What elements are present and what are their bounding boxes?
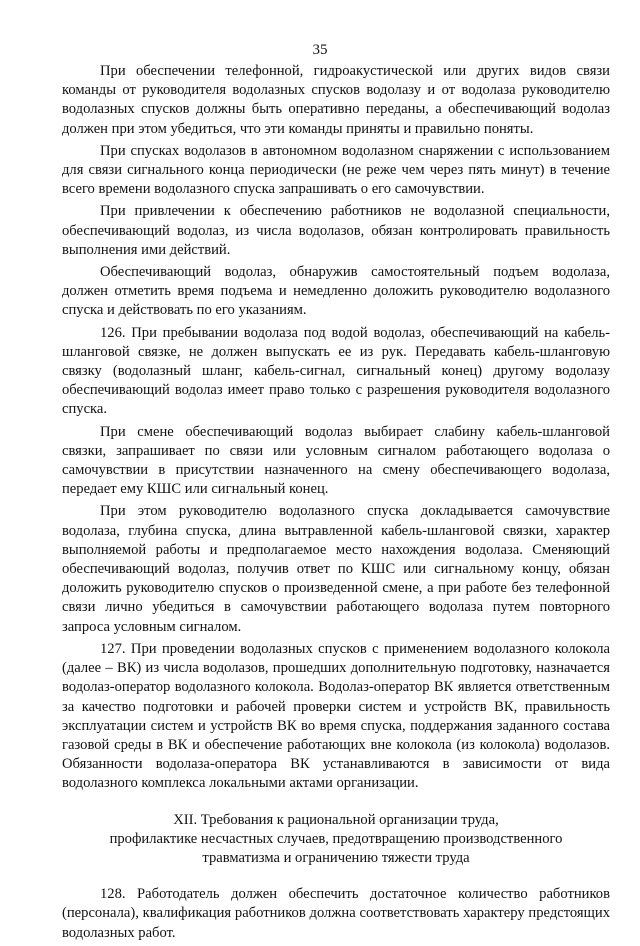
document-body [62, 62, 610, 946]
page-number: 35 [312, 42, 328, 58]
paragraph-128: 128. Работодатель должен обеспечить достаточное количество работников (персонала), квалификация работников должна соответствовать характеру предстоящих водолазных работ. [62, 886, 610, 941]
paragraph-communication-commands: При обеспечении телефонной, гидроакустической или других видов связи команды от руководителя водолазных спусков водолазу и от водолаза руководителю водолазных спусков должны быть оперативно переданы, а обеспечивающий водолаз должен при этом убедиться, что эти команды приняты и правильно поняты. [62, 63, 610, 137]
paragraph-non-diving-workers: При привлечении к обеспечению работников не водолазной специальности, обеспечивающий водолаз, из числа водолазов, обязан контролировать правильность выполнения ими действий. [62, 203, 610, 258]
paragraph-shift-report: При этом руководителю водолазного спуска докладывается самочувствие водолаза, глубина спуска, длина вытравленной кабель-шланговой связки, характер выполняемой работы и предполагаемое место нахождения водолаза. Сменяющий обеспечивающий водолаз, получив ответ по КШС или сигнальному концу, обязан доложить руководителю спусков о произведенной смене, а при работе без телефонной связи лично убедиться в самочувствии работающего водолаза путем повторного запроса условным сигналом. [62, 503, 610, 635]
section-title-line-1: XII. Требования к рациональной организации труда, [173, 811, 499, 828]
section-title-line-3: травматизма и ограничению тяжести труда [202, 849, 470, 866]
paragraph-autonomous-diving: При спусках водолазов в автономном водолазном снаряжении с использованием для связи сигнального конца периодически (не реже чем через пять минут) в течение всего времени водолазного спуска запрашивать о его самочувствии. [62, 142, 610, 198]
paragraph-shift-change: При смене обеспечивающий водолаз выбирает слабину кабель-шланговой связки, запрашивает по связи или условным сигналом работающего водолаза о самочувствии в присутствии назначенного на смену обеспечивающего водолаза, передает ему КШС или сигнальный конец. [62, 423, 610, 498]
paragraph-127: 127. При проведении водолазных спусков с применением водолазного колокола (далее – ВК) из числа водолазов, прошедших дополнительную подготовку, назначается водолаз-оператор водолазного колокола. Водолаз-оператор ВК является ответственным за качество подготовки и рабочей проверки систем и устройств ВК, правильность эксплуатации систем и устройств ВК во время спуска, поддержания заданного состава газовой среды в ВК и обеспечение работающих вне колокола (из колокола) водолазов. Обязанности водолаза-оператора ВК устанавливаются в зависимости от вида водолазного комплекса локальными актами организации. [62, 640, 610, 792]
section-title-line-2: профилактике несчастных случаев, предотвращению производственного [109, 830, 563, 847]
paragraph-independent-ascent: Обеспечивающий водолаз, обнаружив самостоятельный подъем водолаза, должен отметить время подъема и немедленно доложить руководителю водолазного спуска и действовать по его указаниям. [62, 264, 610, 319]
paragraph-126: 126. При пребывании водолаза под водой водолаз, обеспечивающий на кабель-шланговой связке, не должен выпускать ее из рук. Передавать кабель-шланговую связку (водолазный шланг, кабель-сигнал, сигнальный конец) другому водолазу обеспечивающий водолаз имеет право только с разрешения руководителя водолазного спуска. [62, 324, 610, 418]
section-title-xii [62, 811, 610, 869]
